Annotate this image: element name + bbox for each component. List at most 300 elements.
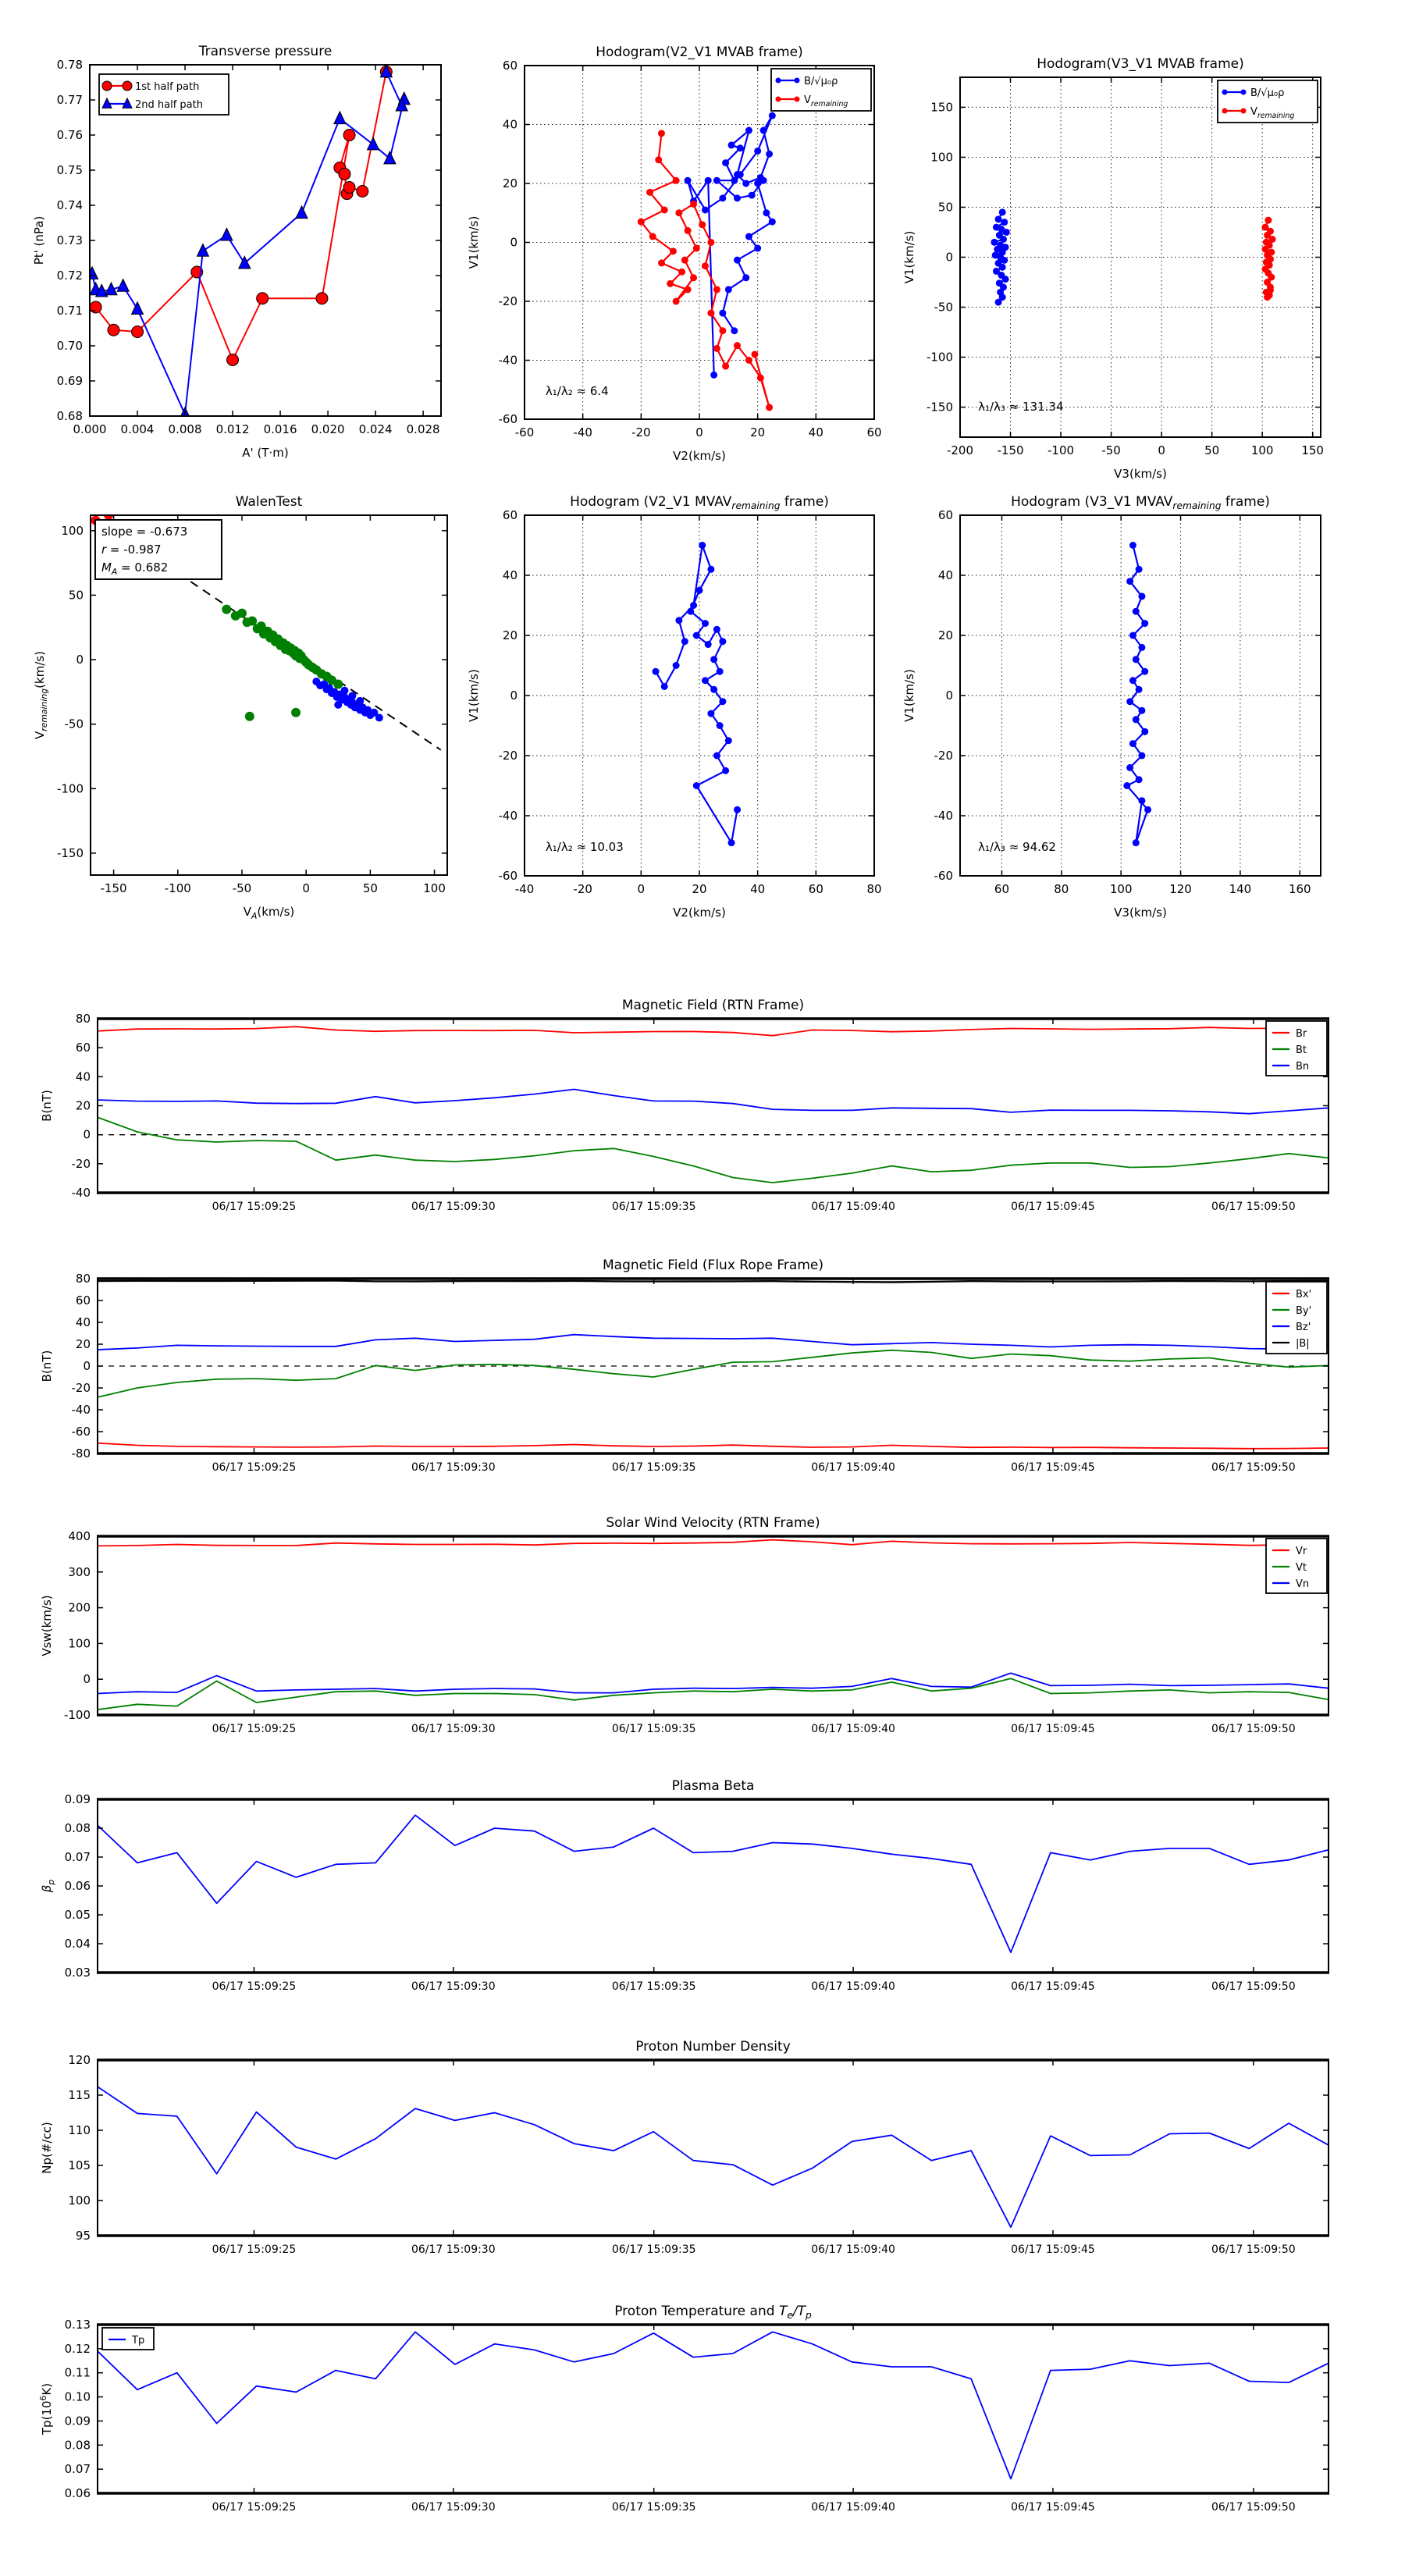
x-tick-label: -150 — [997, 443, 1024, 457]
series-v-remaining-path-marker — [1138, 753, 1145, 760]
series-v-remaining-path-marker — [693, 632, 700, 639]
series-b-alfven-marker — [754, 180, 761, 187]
series-b-alfven-marker — [995, 299, 1002, 306]
x-tick-label: 06/17 15:09:25 — [212, 1723, 297, 1735]
series-v-remaining-marker — [713, 345, 720, 352]
legend-label: B/√μ₀ρ — [1250, 87, 1285, 99]
series-v-remaining-path-marker — [719, 638, 726, 645]
series-b-alfven-marker — [713, 177, 720, 184]
x-tick-label: -20 — [631, 425, 651, 439]
x-tick-label: 06/17 15:09:25 — [212, 1980, 297, 1993]
annotation-text: slope = -0.673 — [101, 524, 188, 539]
series-v-remaining-marker — [646, 189, 653, 196]
legend-label: Bx' — [1296, 1289, 1312, 1300]
series-v-remaining-path-marker — [1138, 707, 1145, 714]
y-tick-label: -20 — [498, 294, 518, 308]
chart-hodogram-v3v1-mvab — [902, 56, 1324, 481]
x-tick-label: 0.000 — [73, 422, 107, 436]
y-tick-label: 100 — [68, 1636, 91, 1651]
y-tick-label: 100 — [930, 150, 953, 165]
y-tick-label: -50 — [934, 300, 953, 315]
series-v-remaining-path-marker — [1141, 620, 1148, 627]
series-v-remaining-path-marker — [681, 638, 688, 645]
y-tick-label: 50 — [937, 200, 953, 215]
y-tick-label: -60 — [71, 1425, 91, 1439]
series-v-remaining-marker — [685, 286, 692, 293]
series-b-alfven-marker — [731, 177, 738, 184]
y-tick-label: -150 — [926, 400, 953, 415]
y-tick-label: 0.06 — [64, 1879, 91, 1893]
x-tick-label: -100 — [1048, 443, 1075, 457]
legend-label: Br — [1296, 1028, 1307, 1040]
x-tick-label: -100 — [164, 881, 191, 895]
series-b-alfven-marker — [760, 127, 767, 134]
x-axis-label: V3(km/s) — [1114, 467, 1167, 481]
series-v-remaining-path-marker — [1129, 632, 1136, 639]
y-axis-label: B(nT) — [40, 1350, 54, 1382]
y-axis-label: $\beta_p$ — [40, 1879, 56, 1893]
series-v-remaining-marker — [1269, 236, 1276, 243]
series-b-alfven-marker — [1003, 229, 1010, 236]
x-tick-label: -150 — [100, 881, 127, 895]
x-tick-label: 06/17 15:09:40 — [811, 1461, 895, 1474]
annotation-text: $M_A = 0.682$ — [101, 560, 169, 577]
x-tick-label: 06/17 15:09:50 — [1211, 1201, 1296, 1213]
series-first-half-path-marker — [316, 293, 328, 304]
chart-solar-wind-velocity — [40, 1515, 1329, 1735]
y-tick-label: 40 — [75, 1315, 91, 1329]
series-first-half-path-marker — [257, 293, 269, 304]
legend-label: Vt — [1296, 1562, 1307, 1574]
series-b-alfven-marker — [719, 310, 726, 317]
y-tick-label: -80 — [71, 1446, 91, 1461]
series-b-alfven-marker — [737, 144, 744, 151]
series-b-alfven-marker — [702, 206, 709, 213]
series-b-alfven-marker — [710, 372, 717, 379]
chart-title: Magnetic Field (Flux Rope Frame) — [603, 1258, 823, 1273]
y-tick-label: 0.68 — [56, 409, 83, 423]
x-tick-label: 60 — [994, 882, 1010, 896]
y-tick-label: 0 — [945, 688, 953, 703]
series-v-remaining-marker — [638, 219, 645, 226]
y-tick-label: 20 — [75, 1337, 91, 1351]
y-tick-label: 20 — [502, 176, 518, 190]
series-b-alfven-marker — [722, 159, 729, 166]
y-tick-label: 0.11 — [64, 2365, 91, 2380]
x-tick-label: 0.016 — [263, 422, 297, 436]
y-tick-label: 40 — [75, 1069, 91, 1084]
x-tick-label: 06/17 15:09:25 — [212, 1201, 297, 1213]
series-b-alfven-marker — [734, 257, 741, 264]
series-first-half-path-marker — [357, 186, 368, 197]
x-tick-label: 06/17 15:09:25 — [212, 2243, 297, 2256]
y-tick-label: 80 — [75, 1272, 91, 1286]
y-tick-label: 95 — [75, 2229, 91, 2243]
y-tick-label: 80 — [75, 1012, 91, 1026]
y-tick-label: -150 — [56, 845, 84, 860]
series-v-remaining-marker — [673, 177, 680, 184]
series-v-remaining-marker — [1267, 286, 1274, 294]
y-tick-label: 0.69 — [56, 374, 83, 388]
x-tick-label: 80 — [1054, 882, 1069, 896]
y-axis-label: V1(km/s) — [467, 215, 481, 269]
x-tick-label: 06/17 15:09:45 — [1011, 2243, 1095, 2256]
legend-label: B/√μ₀ρ — [804, 76, 838, 87]
chart-title: Hodogram (V2_V1 $MVAV_{remaining}$ frame) — [570, 494, 829, 511]
x-tick-label: 20 — [750, 425, 766, 439]
series-v-remaining-path-marker — [702, 677, 709, 684]
walen-green-points — [333, 679, 343, 688]
y-tick-label: -50 — [64, 717, 84, 731]
y-tick-label: -40 — [498, 809, 518, 823]
legend-marker — [776, 97, 781, 102]
y-tick-label: -60 — [498, 412, 518, 426]
x-tick-label: 06/17 15:09:35 — [611, 1723, 696, 1735]
chart-title: Hodogram (V3_V1 $MVAV_{remaining}$ frame) — [1011, 494, 1270, 511]
y-tick-label: 0.03 — [64, 1966, 91, 1980]
series-v-remaining-marker — [699, 221, 706, 228]
legend-marker — [1222, 90, 1228, 95]
y-tick-label: 100 — [61, 523, 84, 538]
series-v-remaining-path-marker — [717, 668, 724, 675]
y-tick-label: 150 — [930, 100, 953, 115]
series-b-alfven-marker — [745, 233, 752, 240]
y-tick-label: -40 — [934, 809, 953, 823]
walen-blue-points — [340, 687, 348, 695]
y-tick-label: 50 — [68, 588, 84, 603]
x-tick-label: 100 — [1250, 443, 1274, 457]
legend-marker — [795, 97, 800, 102]
series-b-alfven-marker — [742, 274, 749, 281]
series-v-remaining-marker — [734, 342, 741, 349]
series-v-remaining-path-marker — [661, 683, 668, 690]
series-v-remaining-path-marker — [687, 608, 694, 615]
series-v-remaining-path-marker — [717, 722, 724, 729]
y-tick-label: 0 — [83, 1359, 91, 1373]
series-v-remaining-path-marker — [713, 626, 720, 633]
series-v-remaining-marker — [661, 206, 668, 213]
chart-transverse-pressure — [32, 44, 441, 460]
y-tick-label: 0.72 — [56, 269, 83, 283]
series-v-remaining-path-marker — [1141, 728, 1148, 735]
x-tick-label: 100 — [423, 881, 446, 895]
y-axis-label: $Tp(10^6K)$ — [38, 2382, 54, 2435]
y-axis-label: V1(km/s) — [902, 230, 916, 284]
x-tick-label: 0.012 — [215, 422, 250, 436]
series-v-remaining-path-marker — [719, 698, 726, 705]
series-v-remaining-marker — [745, 357, 752, 364]
legend-label: By' — [1296, 1305, 1312, 1317]
y-tick-label: 0.78 — [56, 58, 83, 72]
y-tick-label: -100 — [56, 781, 84, 796]
series-v-remaining-marker — [1264, 217, 1272, 224]
x-tick-label: 06/17 15:09:40 — [811, 1201, 895, 1213]
series-v-remaining-path-marker — [702, 620, 709, 627]
series-v-remaining-path-marker — [725, 737, 732, 744]
legend-marker — [795, 78, 800, 84]
series-v-remaining-marker — [658, 130, 665, 137]
x-tick-label: 06/17 15:09:25 — [212, 1461, 297, 1474]
series-b-alfven-marker — [742, 180, 749, 187]
series-v-remaining-path-marker — [1133, 656, 1140, 663]
chart-proton-number-density — [40, 2039, 1329, 2256]
legend-label: |B| — [1296, 1338, 1310, 1350]
x-tick-label: 06/17 15:09:40 — [811, 2243, 895, 2256]
x-tick-label: 06/17 15:09:45 — [1011, 1723, 1095, 1735]
chart-hodogram-v2v1-mvav — [467, 494, 882, 920]
x-tick-label: 06/17 15:09:35 — [611, 2501, 696, 2514]
y-axis-label: B(nT) — [40, 1090, 54, 1122]
series-b-alfven-marker — [1002, 276, 1009, 283]
x-tick-label: 100 — [1109, 882, 1133, 896]
chart-title: Hodogram(V3_V1 MVAB frame) — [1037, 56, 1244, 72]
series-v-remaining-path-marker — [699, 542, 706, 549]
x-tick-label: 06/17 15:09:50 — [1211, 2501, 1296, 2514]
x-tick-label: 0 — [695, 425, 703, 439]
y-tick-label: 60 — [502, 508, 518, 522]
series-v-remaining-path-marker — [1126, 764, 1133, 771]
chart-hodogram-v2v1-mvab — [467, 44, 882, 463]
series-v-remaining-path-marker — [713, 753, 720, 760]
x-tick-label: 06/17 15:09:25 — [212, 2501, 297, 2514]
series-first-half-path-marker — [108, 324, 119, 336]
y-tick-label: -60 — [934, 869, 953, 883]
series-v-remaining-path-marker — [693, 782, 700, 789]
series-v-remaining-path-marker — [690, 602, 697, 609]
x-tick-label: 0.024 — [358, 422, 393, 436]
y-tick-label: 0 — [83, 1672, 91, 1687]
series-v-remaining-marker — [1262, 246, 1269, 253]
series-v-remaining-marker — [751, 350, 758, 358]
x-tick-label: -40 — [514, 882, 535, 896]
series-b-alfven-marker — [769, 219, 776, 226]
x-tick-label: 06/17 15:09:40 — [811, 1980, 895, 1993]
x-tick-label: 06/17 15:09:40 — [811, 2501, 895, 2514]
series-v-remaining-path-marker — [653, 668, 660, 675]
walen-green-points — [291, 708, 301, 717]
series-b-alfven-marker — [754, 148, 761, 155]
x-tick-label: 40 — [750, 882, 766, 896]
series-v-remaining-path-marker — [1129, 542, 1136, 549]
series-v-remaining-marker — [655, 156, 662, 163]
y-tick-label: 0.73 — [56, 233, 83, 247]
x-tick-label: 0.028 — [406, 422, 440, 436]
series-v-remaining-path-marker — [710, 656, 717, 663]
y-tick-label: 110 — [68, 2123, 91, 2137]
chart-title: Transverse pressure — [198, 44, 333, 59]
x-tick-label: 06/17 15:09:30 — [411, 1461, 496, 1474]
legend-label: 2nd half path — [135, 99, 203, 111]
y-tick-label: 300 — [68, 1564, 91, 1579]
series-v-remaining-path-marker — [722, 767, 729, 774]
y-tick-label: 0 — [83, 1127, 91, 1142]
annotation-text: λ₁/λ₂ ≈ 6.4 — [545, 383, 609, 398]
series-v-remaining-marker — [649, 233, 656, 240]
chart-title: Proton Temperature and $T_e/T_p$ — [614, 2304, 812, 2321]
y-axis-label: Pt' (nPa) — [32, 215, 46, 265]
y-tick-label: 0.76 — [56, 128, 83, 142]
series-b-alfven-marker — [995, 215, 1002, 222]
y-tick-label: 0.08 — [64, 1821, 91, 1835]
y-tick-label: 0.04 — [64, 1937, 91, 1951]
series-b-alfven-marker — [763, 209, 770, 216]
y-tick-label: 200 — [68, 1600, 91, 1615]
chart-title: Hodogram(V2_V1 MVAB frame) — [596, 44, 803, 60]
x-tick-label: 06/17 15:09:50 — [1211, 1980, 1296, 1993]
x-tick-label: 06/17 15:09:50 — [1211, 2243, 1296, 2256]
legend-label: Vr — [1296, 1546, 1307, 1557]
x-tick-label: 06/17 15:09:35 — [611, 1461, 696, 1474]
series-v-remaining-marker — [757, 375, 764, 382]
x-tick-label: 60 — [808, 882, 823, 896]
x-tick-label: 140 — [1229, 882, 1252, 896]
y-tick-label: 0.05 — [64, 1908, 91, 1922]
chart-magnetic-field-rtn — [40, 998, 1329, 1213]
y-tick-label: -20 — [934, 749, 953, 763]
y-tick-label: 120 — [68, 2053, 91, 2067]
series-v-remaining-marker — [685, 227, 692, 234]
series-v-remaining-path-marker — [1138, 644, 1145, 651]
legend-label: Bz' — [1296, 1322, 1311, 1333]
annotation-text: r = -0.987 — [101, 542, 162, 557]
x-tick-label: 0 — [637, 882, 646, 896]
series-first-half-path-marker — [132, 326, 144, 338]
series-v-remaining-marker — [690, 201, 697, 208]
series-v-remaining-marker — [722, 363, 729, 370]
x-tick-label: 06/17 15:09:35 — [611, 2243, 696, 2256]
y-tick-label: 115 — [68, 2088, 91, 2102]
x-tick-label: 06/17 15:09:35 — [611, 1980, 696, 1993]
x-tick-label: -60 — [514, 425, 535, 439]
walen-green-points — [247, 616, 257, 625]
legend-label: 1st half path — [135, 81, 200, 93]
series-first-half-path-marker — [339, 168, 350, 180]
legend-label: Vn — [1296, 1578, 1310, 1590]
series-v-remaining-path-marker — [1144, 806, 1151, 813]
series-b-alfven-marker — [705, 177, 712, 184]
y-tick-label: -100 — [926, 350, 953, 365]
series-b-alfven-marker — [999, 208, 1006, 215]
y-tick-label: 105 — [68, 2158, 91, 2172]
y-tick-label: 0.12 — [64, 2341, 91, 2356]
series-v-remaining-path-marker — [707, 566, 714, 573]
x-tick-label: -200 — [946, 443, 974, 457]
chart-magnetic-field-flux-rope — [40, 1258, 1329, 1474]
legend-marker — [123, 81, 132, 91]
series-v-remaining-path-marker — [1138, 592, 1145, 600]
series-v-remaining-marker — [667, 280, 674, 287]
y-axis-label: V1(km/s) — [902, 669, 916, 722]
legend-marker — [102, 81, 112, 91]
chart-plasma-beta — [40, 1778, 1329, 1993]
chart-title: Proton Number Density — [635, 2039, 791, 2055]
legend-marker — [1241, 90, 1247, 95]
series-b-alfven-marker — [1001, 257, 1008, 264]
legend-label: Bt — [1296, 1044, 1307, 1056]
series-v-remaining-path-marker — [1133, 608, 1140, 615]
y-tick-label: 60 — [75, 1041, 91, 1055]
series-v-remaining-marker — [675, 209, 682, 216]
series-v-remaining-marker — [681, 257, 688, 264]
walen-blue-points — [356, 697, 364, 705]
x-tick-label: 06/17 15:09:30 — [411, 1980, 496, 1993]
series-v-remaining-marker — [707, 239, 714, 246]
x-axis-label: $V_A(km/s)$ — [243, 905, 295, 921]
x-tick-label: -40 — [573, 425, 592, 439]
y-axis-label: Vsw(km/s) — [40, 1595, 54, 1656]
y-tick-label: 0.06 — [64, 2486, 91, 2500]
series-b-alfven-marker — [999, 264, 1006, 271]
series-b-alfven-marker — [719, 194, 726, 201]
series-b-alfven-marker — [728, 141, 735, 148]
series-v-remaining-marker — [1264, 294, 1271, 301]
y-tick-label: 0.09 — [64, 1792, 91, 1806]
annotation-text: λ₁/λ₂ ≈ 10.03 — [545, 840, 624, 855]
legend-label: Bn — [1296, 1061, 1310, 1073]
series-v-remaining-marker — [693, 245, 700, 252]
legend-label: Tp — [132, 2335, 145, 2347]
y-tick-label: 0.07 — [64, 1850, 91, 1864]
x-tick-label: 0 — [1158, 443, 1165, 457]
legend-marker — [1241, 109, 1247, 114]
x-tick-label: 120 — [1169, 882, 1192, 896]
series-v-remaining-path-marker — [1141, 668, 1148, 675]
series-v-remaining-path-marker — [1129, 677, 1136, 684]
legend-label: $V_{remaining}$ — [1250, 106, 1295, 120]
x-tick-label: -50 — [1101, 443, 1121, 457]
series-v-remaining-path-marker — [728, 839, 735, 846]
x-tick-label: 50 — [1204, 443, 1220, 457]
series-v-remaining-path-marker — [1126, 698, 1133, 705]
x-tick-label: 06/17 15:09:40 — [811, 1723, 895, 1735]
series-first-half-path-marker — [227, 354, 239, 366]
x-tick-label: 0.008 — [168, 422, 202, 436]
series-first-half-path-marker — [343, 182, 355, 194]
y-tick-label: 0.10 — [64, 2389, 91, 2404]
series-v-remaining-path-marker — [734, 806, 741, 813]
plot-area — [98, 1799, 1329, 1973]
y-tick-label: 100 — [68, 2194, 91, 2208]
series-first-half-path-marker — [343, 130, 355, 141]
x-tick-label: 0 — [302, 881, 310, 895]
x-tick-label: 80 — [866, 882, 882, 896]
series-v-remaining-path-marker — [707, 710, 714, 717]
series-b-alfven-marker — [769, 112, 776, 119]
series-v-remaining-marker — [719, 327, 726, 334]
series-v-remaining-path-marker — [705, 641, 712, 648]
x-tick-label: 20 — [692, 882, 707, 896]
y-tick-label: 40 — [937, 568, 953, 582]
x-tick-label: 06/17 15:09:45 — [1011, 1980, 1095, 1993]
series-v-remaining-marker — [702, 262, 709, 269]
x-tick-label: 06/17 15:09:30 — [411, 2501, 496, 2514]
y-tick-label: 20 — [937, 628, 953, 642]
series-v-remaining-path-marker — [1123, 782, 1130, 789]
x-axis-label: V2(km/s) — [673, 449, 726, 463]
x-axis-label: A' (T·m) — [242, 446, 289, 460]
y-tick-label: 0 — [510, 688, 518, 703]
chart-title: Magnetic Field (RTN Frame) — [621, 998, 805, 1013]
legend-marker — [776, 78, 781, 84]
y-tick-label: 60 — [75, 1293, 91, 1308]
chart-proton-temperature — [38, 2304, 1329, 2514]
x-tick-label: 06/17 15:09:45 — [1011, 1201, 1095, 1213]
series-b-alfven-marker — [1000, 236, 1007, 243]
y-tick-label: 20 — [502, 628, 518, 642]
y-tick-label: 0 — [76, 653, 84, 667]
y-tick-label: -20 — [71, 1381, 91, 1395]
series-v-remaining-marker — [673, 298, 680, 305]
